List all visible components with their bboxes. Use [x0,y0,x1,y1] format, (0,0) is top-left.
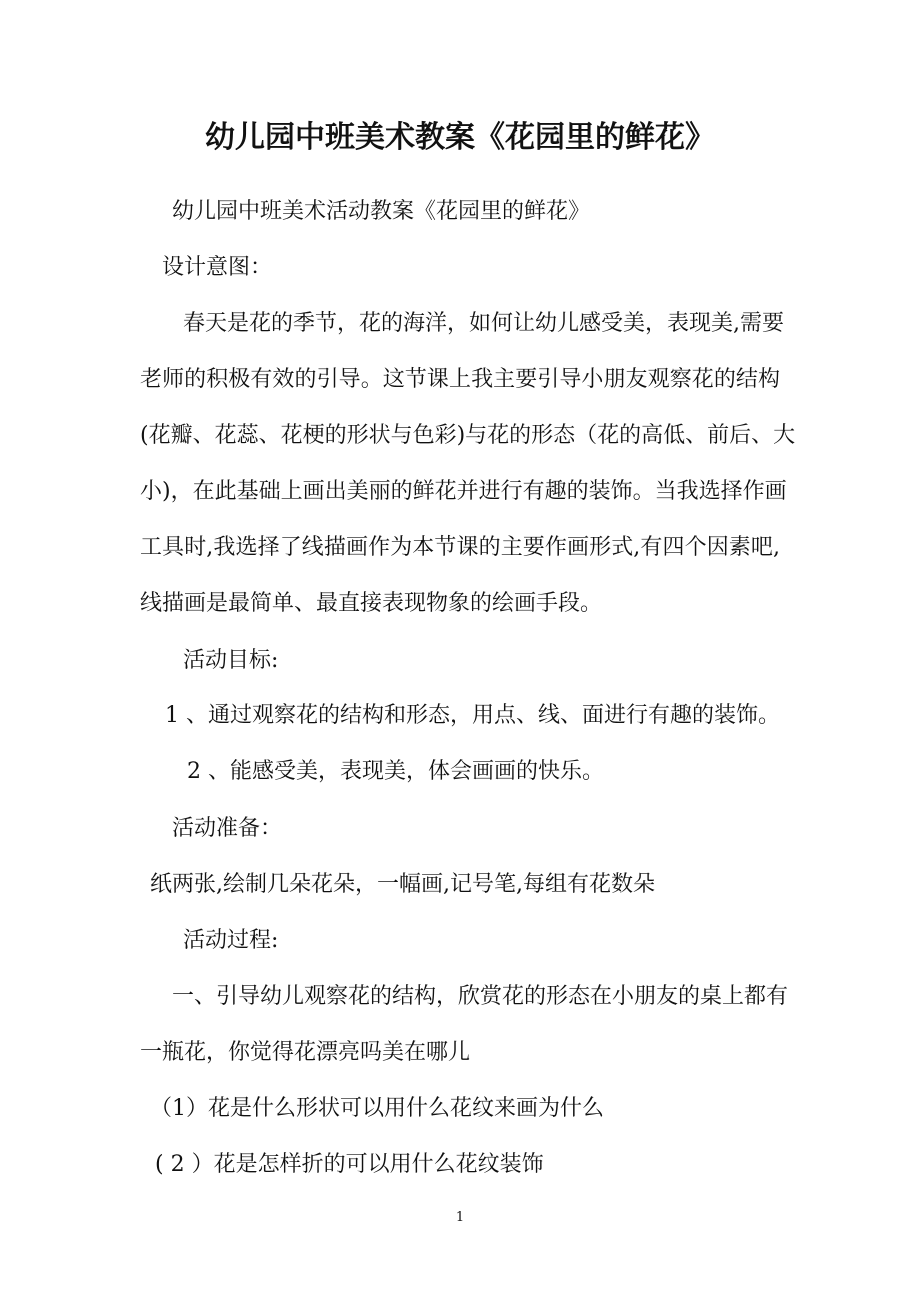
paragraph-line: (花瓣、花蕊、花梗的形状与色彩)与花的形态（花的高低、前后、大 [140,423,796,448]
prep-heading: 活动准备： [172,816,283,841]
paragraph-line: 春天是花的季节，花的海洋，如何让幼儿感受美，表现美,需要 [183,311,784,336]
goals-heading: 活动目标: [183,648,279,673]
page-number: 1 [455,1210,465,1225]
process-heading: 活动过程: [183,928,279,953]
document-title: 幼儿园中班美术教案《花园里的鲜花》 [205,120,715,155]
process-line: 一瓶花，你觉得花漂亮吗美在哪儿 [140,1040,471,1065]
paragraph-line: 老师的积极有效的引导。这节课上我主要引导小朋友观察花的结构 [140,367,780,392]
process-line: ( 2 ）花是怎样折的可以用什么花纹装饰 [155,1152,544,1177]
paragraph-line: 线描画是最简单、最直接表现物象的绘画手段。 [140,591,603,616]
subtitle: 幼儿园中班美术活动教案《花园里的鲜花》 [172,199,591,224]
process-line: 一、引导幼儿观察花的结构，欣赏花的形态在小朋友的桌上都有 [172,984,789,1009]
paragraph-line: 工具时,我选择了线描画作为本节课的主要作画形式,有四个因素吧, [140,535,780,560]
prep-text: 纸两张,绘制几朵花朵，一幅画,记号笔,每组有花数朵 [150,872,655,897]
design-heading: 设计意图： [162,255,273,280]
goal-item: 2 、能感受美，表现美，体会画画的快乐。 [187,759,604,784]
process-line: （1）花是什么形状可以用什么花纹来画为什么 [150,1096,604,1121]
paragraph-line: 小)，在此基础上画出美丽的鲜花并进行有趣的装饰。当我选择作画 [140,479,787,504]
goal-item: 1 、通过观察花的结构和形态，用点、线、面进行有趣的装饰。 [165,703,780,728]
